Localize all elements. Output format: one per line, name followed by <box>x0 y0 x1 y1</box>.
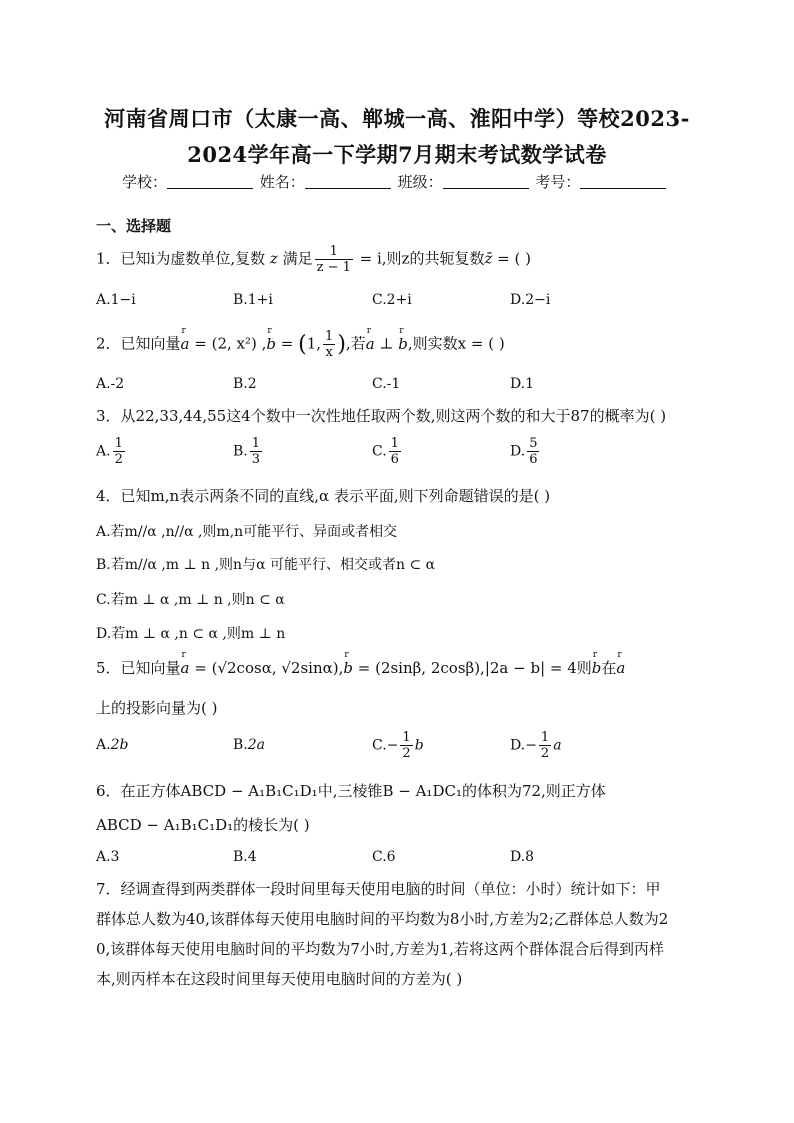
exam-title-line2: 2024学年高一下学期7月期末考试数学试卷 <box>187 142 607 167</box>
question-7: 7．经调查得到两类群体一段时间里每天使用电脑的时间（单位：小时）统计如下：甲 <box>96 880 661 898</box>
q3-option-c: C. $\frac{1}{6}$ <box>372 436 399 467</box>
q3-option-a: A. $\frac{1}{2}$ <box>96 436 123 467</box>
question-7-line3: 0,该群体每天使用电脑时间的平均数为7小时,方差为1,若将这两个群体混合后得到丙样 <box>96 940 664 958</box>
number-label: 考号： <box>535 173 581 191</box>
question-7-line2: 群体总人数为40,该群体每天使用电脑时间的平均数为8小时,方差为2;乙群体总人数为2 <box>96 910 669 928</box>
class-label: 班级： <box>397 173 443 191</box>
q6-option-c: C.6 <box>372 849 396 865</box>
class-blank <box>443 174 529 189</box>
question-5-continued: 上的投影向量为( ) <box>96 699 218 717</box>
question-7-line4: 本,则丙样本在这段时间里每天使用电脑时间的方差为( ) <box>96 970 463 988</box>
q2-option-c: C.-1 <box>372 376 401 392</box>
student-info-row <box>122 171 668 192</box>
q4-option-a: A.若m//α ,n//α ,则m,n可能平行、异面或者相交 <box>96 524 398 540</box>
q2-option-d: D.1 <box>510 376 535 392</box>
q1-option-d: D.2−i <box>510 292 551 308</box>
school-label: 学校： <box>122 173 168 191</box>
section-heading: 一、选择题 <box>96 217 172 235</box>
fraction: $\frac{1}{x}$ <box>325 329 334 360</box>
q5-option-d: D.− $\frac{1}{2}$ a <box>510 730 562 761</box>
q1-option-b: B.1+i <box>233 292 273 308</box>
q2-option-b: B.2 <box>233 376 257 392</box>
exam-title-line1: 河南省周口市（太康一高、郸城一高、淮阳中学）等校2023- <box>104 106 690 131</box>
question-1: 1．已知i为虚数单位,复数 z 满足 $\frac{1}{z - 1}$ = i,则z的共轭复数z̄ = ( ) <box>96 244 531 275</box>
q2-option-a: A.-2 <box>96 376 125 392</box>
question-3: 3．从22,33,44,55这4个数中一次性地任取两个数,则这两个数的和大于87的概率为( ) <box>96 407 667 425</box>
question-5: 5．已知向量r a = (√2cosα, √2sinα),r b = (2sinβ, 2cosβ),|2a − b| = 4则r b在r a <box>96 657 625 678</box>
question-6: 6．在正方体ABCD − A₁B₁C₁D₁中,三棱锥B − A₁DC₁的体积为72,则正方体 <box>96 782 606 800</box>
question-4: 4．已知m,n表示两条不同的直线,α 表示平面,则下列命题错误的是( ) <box>96 487 551 505</box>
q3-option-b: B. $\frac{1}{3}$ <box>233 436 261 467</box>
q6-option-d: D.8 <box>510 849 535 865</box>
q1-option-a: A.1−i <box>96 292 136 308</box>
q3-option-d: D. $\frac{5}{6}$ <box>510 436 538 467</box>
school-blank <box>167 174 253 189</box>
q6-option-a: A.3 <box>96 849 120 865</box>
q4-option-d: D.若m ⊥ α ,n ⊂ α ,则m ⊥ n <box>96 626 286 642</box>
q4-option-b: B.若m//α ,m ⊥ n ,则n与α 可能平行、相交或者n ⊂ α <box>96 557 436 573</box>
q5-option-a: A.2b <box>96 737 129 753</box>
question-6-continued: ABCD − A₁B₁C₁D₁的棱长为( ) <box>96 816 310 834</box>
question-2: 2．已知向量r a = (2, x²) ,r b = (1, $\frac{1}{x}$ ),若r a ⊥ r b,则实数x = ( ) <box>96 329 505 360</box>
name-blank <box>305 174 391 189</box>
q5-option-c: C.− $\frac{1}{2}$ b <box>372 730 424 761</box>
q6-option-b: B.4 <box>233 849 257 865</box>
q4-option-c: C.若m ⊥ α ,m ⊥ n ,则n ⊂ α <box>96 592 285 608</box>
number-blank <box>580 174 666 189</box>
q1-option-c: C.2+i <box>372 292 412 308</box>
name-label: 姓名： <box>259 173 305 191</box>
q5-option-b: B.2a <box>233 737 266 753</box>
fraction: $\frac{1}{z - 1}$ <box>316 244 351 275</box>
